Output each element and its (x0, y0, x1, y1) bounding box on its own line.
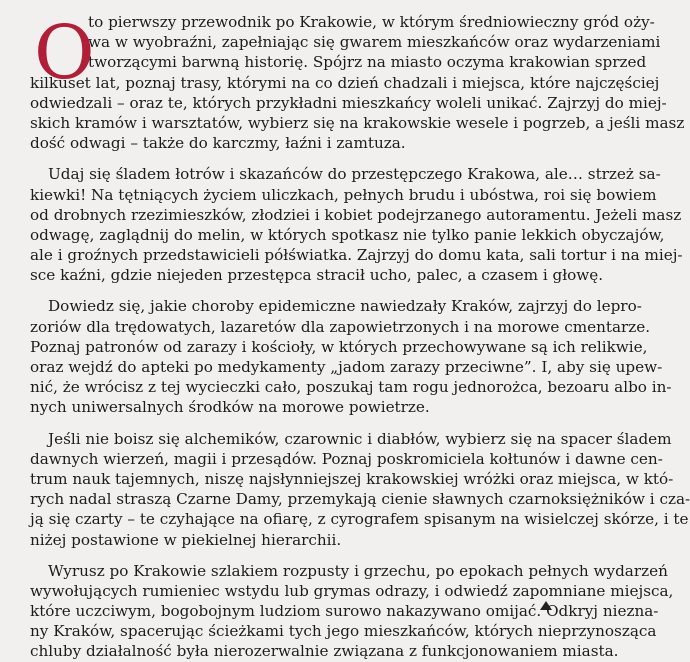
text-line: dawnych wierzeń, magii i przesądów. Poznaj poskromiciela kołtunów i dawne cen- (30, 449, 663, 468)
text-line: tworzącymi barwną historię. Spójrz na miasto oczyma krakowian sprzed (88, 53, 647, 72)
text-line: ją się czarty – te czyhające na ofiarę, z cyrografem spisanym na wisielczej skórze, i te (30, 510, 689, 529)
paragraph-1 (30, 12, 685, 153)
text-line: Udaj się śladem łotrów i skazańców do przestępczego Krakowa, ale… strzeż sa- (48, 165, 661, 184)
text-line: Jeśli nie boisz się alchemików, czarownic i diabłów, wybierz się na spacer śladem (48, 429, 672, 448)
text-line: od drobnych rzezimieszków, złodziei i kobiet podejrzanego autoramentu. Jeżeli masz (30, 205, 682, 224)
text-line: kiewki! Na tętniących życiem uliczkach, pełnych brudu i ubóstwa, roi się bowiem (30, 185, 657, 204)
text-line: sce kaźni, gdzie niejeden przestępca stracił ucho, palec, a czasem i głowę. (30, 266, 604, 285)
text-line: odwiedzali – oraz te, których przykładni mieszkańcy woleli unikać. Zajrzyj do miej- (30, 93, 667, 112)
text-line: Dowiedz się, jakie choroby epidemiczne nawiedzały Kraków, zajrzyj do lepro- (48, 297, 642, 316)
text-line: skich kramów i warsztatów, wybierz się na krakowskie wesele i pogrzeb, a jeśli masz (30, 113, 685, 132)
text-line: nić, że wrócisz z tej wycieczki cało, poszukaj tam rogu jednorożca, bezoaru albo in- (30, 378, 672, 397)
paragraph-5 (30, 561, 674, 662)
text-line: odwagę, zaglądnij do melin, w których spotkasz nie tylko panie lekkich obyczajów, (30, 225, 665, 244)
text-line: Wyrusz po Krakowie szlakiem rozpusty i grzechu, po epokach pełnych wydarzeń (48, 561, 668, 580)
text-line: wa w wyobraźni, zapełniając się gwarem mieszkańców oraz wydarzeniami (88, 33, 661, 52)
text-line: trum nauk tajemnych, niszę najsłynniejszej krakowskiej wróżki oraz miejsca, w któ- (30, 469, 674, 488)
text-line: Poznaj patronów od zarazy i kościoły, w których przechowywane są ich relikwie, (30, 337, 648, 356)
text-line: wywołujących rumieniec wstydu lub grymas odrazy, i odwiedź zapomniane miejsca, (30, 581, 674, 600)
text-line: rych nadal straszą Czarne Damy, przemykają cienie sławnych czarnoksiężników i cza- (30, 490, 690, 509)
back-cover-text (30, 10, 690, 662)
drop-cap-letter: O (34, 10, 95, 96)
text-line: które uczciwym, bogobojnym ludziom surowo nakazywano omijać. Odkryj niezna- (30, 602, 659, 621)
text-line: chluby działalność była nierozerwalnie związana z funkcjonowaniem miasta. (30, 642, 619, 661)
paragraph-3 (30, 296, 672, 417)
paragraph-2 (30, 164, 683, 285)
paragraph-4 (30, 429, 690, 550)
triangle-ornament-icon (540, 601, 552, 610)
text-line: ny Kraków, spacerując ścieżkami tych jego mieszkańców, których nieprzynosząca (30, 622, 657, 641)
text-line: to pierwszy przewodnik po Krakowie, w którym średniowieczny gród oży- (88, 13, 655, 31)
text-line: zoriów dla trędowatych, lazaretów dla zapowietrzonych i na morowe cmentarze. (30, 317, 651, 336)
text-line: nych uniwersalnych środków na morowe powietrze. (30, 398, 430, 417)
text-line: ale i groźnych przedstawicieli półświatka. Zajrzyj do domu kata, sali tortur i na miej- (30, 246, 683, 265)
text-line: oraz wejdź do apteki po medykamenty „jadom zarazy przeciwne”. I, aby się upew- (30, 358, 663, 376)
text-line: kilkuset lat, poznaj trasy, którymi na co dzień chadzali i miejsca, które najczęściej (30, 73, 660, 92)
text-line: dość odwagi – także do karczmy, łaźni i zamtuza. (30, 134, 406, 153)
text-line: niżej postawione w piekielnej hierarchii. (30, 530, 342, 549)
